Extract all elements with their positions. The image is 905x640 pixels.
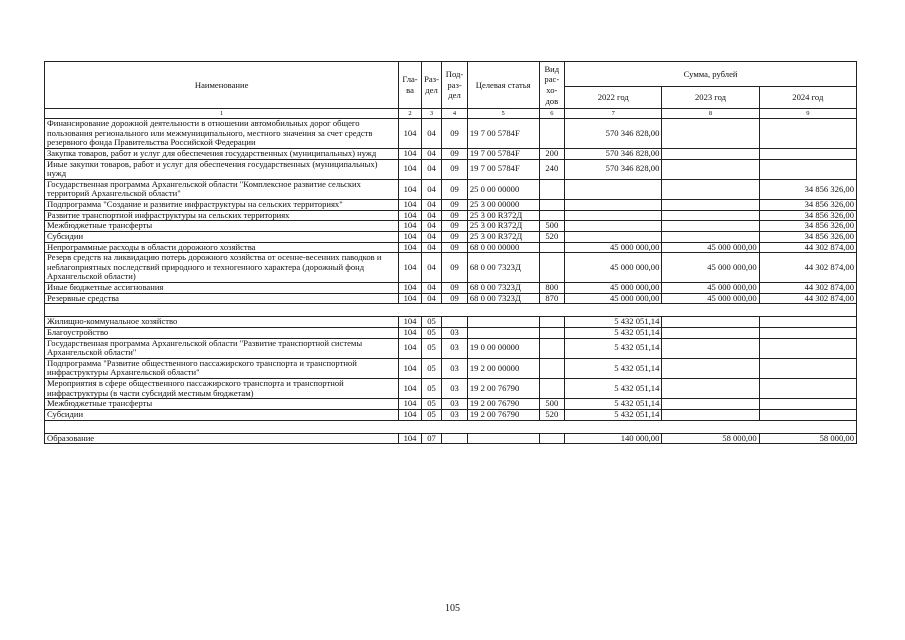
table-row: [45, 283, 857, 294]
cell-razdel: 05: [421, 409, 441, 420]
cell-sum-2023: [662, 119, 759, 149]
cell-name: Жилищно-коммунальное хозяйство: [45, 317, 399, 328]
header-year-2023: 2023 год: [662, 87, 759, 109]
cell-razdel: 05: [421, 379, 441, 399]
cell-article: 68 0 00 7323Д: [467, 283, 539, 294]
cell-sum-2024: [759, 379, 856, 399]
cell-sum-2022: 5 432 051,14: [565, 338, 662, 358]
cell-sum-2024: [759, 358, 856, 378]
header-glava: Гла-ва: [399, 62, 422, 109]
table-row: [45, 338, 857, 358]
cell-sum-2022: [565, 221, 662, 232]
cell-podrazdel: 09: [442, 210, 468, 221]
cell-razdel: 05: [421, 317, 441, 328]
cell-podrazdel: 09: [442, 119, 468, 149]
table-body: [45, 119, 857, 444]
cell-vid: [539, 317, 565, 328]
cell-sum-2022: 45 000 000,00: [565, 253, 662, 283]
cell-sum-2022: 140 000,00: [565, 433, 662, 444]
header-article: Целевая статья: [467, 62, 539, 109]
cell-sum-2023: [662, 338, 759, 358]
cell-sum-2024: 44 302 874,00: [759, 283, 856, 294]
table-header: [45, 62, 857, 119]
cell-vid: [539, 338, 565, 358]
cell-razdel: 04: [421, 242, 441, 253]
cell-sum-2024: [759, 338, 856, 358]
cell-sum-2022: 5 432 051,14: [565, 358, 662, 378]
table-row: [45, 409, 857, 420]
blank-row: [45, 420, 857, 433]
table-row: [45, 179, 857, 199]
cell-article: 19 2 00 76790: [467, 379, 539, 399]
cell-vid: 240: [539, 159, 565, 179]
cell-sum-2024: 34 856 326,00: [759, 231, 856, 242]
cell-article: 19 0 00 00000: [467, 338, 539, 358]
cell-article: [467, 433, 539, 444]
cell-razdel: 07: [421, 433, 441, 444]
cell-sum-2022: 45 000 000,00: [565, 283, 662, 294]
cell-podrazdel: 03: [442, 379, 468, 399]
cell-glava: 104: [399, 399, 422, 410]
cell-name: Развитие транспортной инфраструктуры на сельских территориях: [45, 210, 399, 221]
table-row: [45, 221, 857, 232]
cell-vid: 200: [539, 148, 565, 159]
cell-name: Резервные средства: [45, 293, 399, 304]
cell-article: 68 0 00 00000: [467, 242, 539, 253]
cell-sum-2022: 45 000 000,00: [565, 242, 662, 253]
cell-vid: 800: [539, 283, 565, 294]
cell-razdel: 04: [421, 159, 441, 179]
header-year-2022: 2022 год: [565, 87, 662, 109]
cell-sum-2022: [565, 200, 662, 211]
header-vid: Вид рас-хо-дов: [539, 62, 565, 109]
cell-glava: 104: [399, 409, 422, 420]
cell-sum-2023: [662, 221, 759, 232]
cell-podrazdel: 09: [442, 231, 468, 242]
cell-razdel: 04: [421, 283, 441, 294]
table-row: [45, 358, 857, 378]
cell-name: Субсидии: [45, 409, 399, 420]
cell-podrazdel: 03: [442, 338, 468, 358]
blank-row: [45, 304, 857, 317]
cell-article: 68 0 00 7323Д: [467, 293, 539, 304]
cell-name: Финансирование дорожной деятельности в отношении автомобильных дорог общего пользования регионального или межмуниципального, местного значения за счет средств резервного фонда Правительства Российской Федерации: [45, 119, 399, 149]
cell-razdel: 05: [421, 399, 441, 410]
cell-sum-2024: 58 000,00: [759, 433, 856, 444]
cell-glava: 104: [399, 231, 422, 242]
cell-glava: 104: [399, 317, 422, 328]
cell-sum-2023: [662, 179, 759, 199]
blank-cell: [45, 304, 857, 317]
cell-name: Резерв средств на ликвидацию потерь дорожного хозяйства от осенне-весенних паводков и неблагоприятных последствий природного и техногенного характера (дорожный фонд Архангельской области): [45, 253, 399, 283]
cell-article: 19 2 00 76790: [467, 399, 539, 410]
column-number: 9: [759, 109, 856, 119]
table-row: [45, 159, 857, 179]
cell-sum-2022: 5 432 051,14: [565, 379, 662, 399]
cell-sum-2023: [662, 379, 759, 399]
cell-sum-2022: 45 000 000,00: [565, 293, 662, 304]
column-number: 4: [442, 109, 468, 119]
header-razdel: Раз-дел: [421, 62, 441, 109]
table-row: [45, 119, 857, 149]
cell-podrazdel: 09: [442, 148, 468, 159]
cell-podrazdel: 09: [442, 283, 468, 294]
cell-article: 19 2 00 76790: [467, 409, 539, 420]
cell-glava: 104: [399, 159, 422, 179]
cell-podrazdel: 09: [442, 293, 468, 304]
cell-sum-2024: [759, 159, 856, 179]
cell-sum-2022: [565, 231, 662, 242]
cell-sum-2024: 34 856 326,00: [759, 179, 856, 199]
cell-vid: 520: [539, 231, 565, 242]
cell-sum-2024: [759, 409, 856, 420]
cell-article: 19 2 00 00000: [467, 358, 539, 378]
cell-sum-2024: 34 856 326,00: [759, 221, 856, 232]
cell-sum-2023: [662, 327, 759, 338]
cell-razdel: 04: [421, 119, 441, 149]
table-row: [45, 433, 857, 444]
cell-name: Подпрограмма "Развитие общественного пассажирского транспорта и транспортной инфраструктуры Архангельской области": [45, 358, 399, 378]
cell-podrazdel: 09: [442, 159, 468, 179]
cell-razdel: 05: [421, 358, 441, 378]
cell-sum-2022: 570 346 828,00: [565, 159, 662, 179]
cell-glava: 104: [399, 433, 422, 444]
cell-article: 25 3 00 R372Д: [467, 210, 539, 221]
cell-sum-2024: 44 302 874,00: [759, 253, 856, 283]
cell-article: [467, 317, 539, 328]
cell-name: Межбюджетные трансферты: [45, 221, 399, 232]
column-number-row: [45, 109, 857, 119]
cell-vid: [539, 210, 565, 221]
cell-sum-2024: [759, 148, 856, 159]
cell-sum-2023: [662, 399, 759, 410]
cell-sum-2024: 34 856 326,00: [759, 200, 856, 211]
table-row: [45, 148, 857, 159]
cell-vid: 500: [539, 399, 565, 410]
cell-sum-2024: 44 302 874,00: [759, 242, 856, 253]
column-number: 3: [421, 109, 441, 119]
cell-article: 19 7 00 5784F: [467, 119, 539, 149]
cell-article: 19 7 00 5784F: [467, 159, 539, 179]
header-podrazdel: Под-раз-дел: [442, 62, 468, 109]
cell-glava: 104: [399, 293, 422, 304]
cell-sum-2023: [662, 200, 759, 211]
cell-razdel: 04: [421, 200, 441, 211]
cell-sum-2022: 5 432 051,14: [565, 317, 662, 328]
cell-name: Мероприятия в сфере общественного пассажирского транспорта и транспортной инфраструктуры (в части субсидий местным бюджетам): [45, 379, 399, 399]
cell-vid: 520: [539, 409, 565, 420]
header-year-2024: 2024 год: [759, 87, 856, 109]
cell-sum-2024: 34 856 326,00: [759, 210, 856, 221]
cell-vid: [539, 358, 565, 378]
cell-name: Непрограммные расходы в области дорожного хозяйства: [45, 242, 399, 253]
cell-podrazdel: 03: [442, 409, 468, 420]
cell-sum-2023: 45 000 000,00: [662, 242, 759, 253]
cell-name: Закупка товаров, работ и услуг для обеспечения государственных (муниципальных) нужд: [45, 148, 399, 159]
cell-razdel: 04: [421, 148, 441, 159]
cell-sum-2023: [662, 159, 759, 179]
cell-sum-2024: [759, 327, 856, 338]
column-number: 7: [565, 109, 662, 119]
cell-razdel: 04: [421, 179, 441, 199]
cell-razdel: 04: [421, 221, 441, 232]
cell-sum-2023: [662, 317, 759, 328]
cell-sum-2023: 45 000 000,00: [662, 293, 759, 304]
cell-glava: 104: [399, 221, 422, 232]
cell-podrazdel: 09: [442, 242, 468, 253]
cell-article: 25 3 00 00000: [467, 200, 539, 211]
cell-vid: 500: [539, 221, 565, 232]
cell-razdel: 04: [421, 231, 441, 242]
cell-glava: 104: [399, 379, 422, 399]
cell-glava: 104: [399, 210, 422, 221]
column-number: 2: [399, 109, 422, 119]
page-number: 105: [445, 603, 460, 614]
cell-sum-2023: [662, 148, 759, 159]
cell-sum-2022: 5 432 051,14: [565, 409, 662, 420]
cell-name: Иные закупки товаров, работ и услуг для обеспечения государственных (муниципальных) нужд: [45, 159, 399, 179]
cell-glava: 104: [399, 119, 422, 149]
cell-name: Государственная программа Архангельской области "Комплексное развитие сельских территорий Архангельской области": [45, 179, 399, 199]
cell-razdel: 05: [421, 338, 441, 358]
cell-vid: [539, 242, 565, 253]
cell-sum-2024: [759, 119, 856, 149]
cell-sum-2023: [662, 210, 759, 221]
table-row: [45, 231, 857, 242]
cell-sum-2022: 5 432 051,14: [565, 399, 662, 410]
cell-vid: [539, 200, 565, 211]
cell-sum-2023: [662, 231, 759, 242]
cell-article: 25 3 00 R372Д: [467, 221, 539, 232]
cell-sum-2022: 5 432 051,14: [565, 327, 662, 338]
cell-vid: [539, 253, 565, 283]
table-row: [45, 293, 857, 304]
column-number: 1: [45, 109, 399, 119]
cell-article: 25 0 00 00000: [467, 179, 539, 199]
table-row: [45, 242, 857, 253]
cell-vid: [539, 119, 565, 149]
cell-sum-2023: 58 000,00: [662, 433, 759, 444]
column-number: 6: [539, 109, 565, 119]
cell-sum-2024: [759, 399, 856, 410]
column-number: 5: [467, 109, 539, 119]
cell-podrazdel: 03: [442, 327, 468, 338]
blank-cell: [45, 420, 857, 433]
cell-razdel: 05: [421, 327, 441, 338]
table-row: [45, 399, 857, 410]
cell-article: 19 7 00 5784F: [467, 148, 539, 159]
cell-name: Субсидии: [45, 231, 399, 242]
cell-sum-2023: [662, 358, 759, 378]
cell-podrazdel: [442, 317, 468, 328]
cell-article: 25 3 00 R372Д: [467, 231, 539, 242]
cell-vid: [539, 379, 565, 399]
table-row: [45, 379, 857, 399]
cell-podrazdel: [442, 433, 468, 444]
cell-sum-2022: [565, 210, 662, 221]
cell-razdel: 04: [421, 253, 441, 283]
cell-glava: 104: [399, 283, 422, 294]
cell-name: Иные бюджетные ассигнования: [45, 283, 399, 294]
cell-vid: 870: [539, 293, 565, 304]
cell-podrazdel: 09: [442, 200, 468, 211]
cell-name: Подпрограмма "Создание и развитие инфраструктуры на сельских территориях": [45, 200, 399, 211]
cell-name: Образование: [45, 433, 399, 444]
cell-sum-2023: [662, 409, 759, 420]
table-row: [45, 327, 857, 338]
cell-glava: 104: [399, 327, 422, 338]
cell-podrazdel: 03: [442, 399, 468, 410]
cell-glava: 104: [399, 253, 422, 283]
cell-glava: 104: [399, 358, 422, 378]
cell-sum-2022: 570 346 828,00: [565, 148, 662, 159]
cell-vid: [539, 433, 565, 444]
cell-sum-2022: [565, 179, 662, 199]
table-row: [45, 317, 857, 328]
cell-razdel: 04: [421, 293, 441, 304]
table-row: [45, 253, 857, 283]
column-number: 8: [662, 109, 759, 119]
cell-article: [467, 327, 539, 338]
table-row: [45, 200, 857, 211]
cell-glava: 104: [399, 179, 422, 199]
cell-vid: [539, 327, 565, 338]
cell-glava: 104: [399, 148, 422, 159]
cell-podrazdel: 03: [442, 358, 468, 378]
cell-name: Межбюджетные трансферты: [45, 399, 399, 410]
header-sum-title: Сумма, рублей: [565, 62, 857, 87]
cell-podrazdel: 09: [442, 253, 468, 283]
cell-sum-2023: 45 000 000,00: [662, 283, 759, 294]
table-row: [45, 210, 857, 221]
cell-sum-2023: 45 000 000,00: [662, 253, 759, 283]
budget-table: [44, 61, 857, 444]
cell-glava: 104: [399, 242, 422, 253]
cell-sum-2022: 570 346 828,00: [565, 119, 662, 149]
cell-sum-2024: [759, 317, 856, 328]
cell-podrazdel: 09: [442, 221, 468, 232]
cell-name: Благоустройство: [45, 327, 399, 338]
cell-glava: 104: [399, 200, 422, 211]
cell-name: Государственная программа Архангельской области "Развитие транспортной системы Архангельской области": [45, 338, 399, 358]
header-name: Наименование: [45, 62, 399, 109]
cell-vid: [539, 179, 565, 199]
cell-article: 68 0 00 7323Д: [467, 253, 539, 283]
cell-razdel: 04: [421, 210, 441, 221]
cell-podrazdel: 09: [442, 179, 468, 199]
cell-glava: 104: [399, 338, 422, 358]
cell-sum-2024: 44 302 874,00: [759, 293, 856, 304]
